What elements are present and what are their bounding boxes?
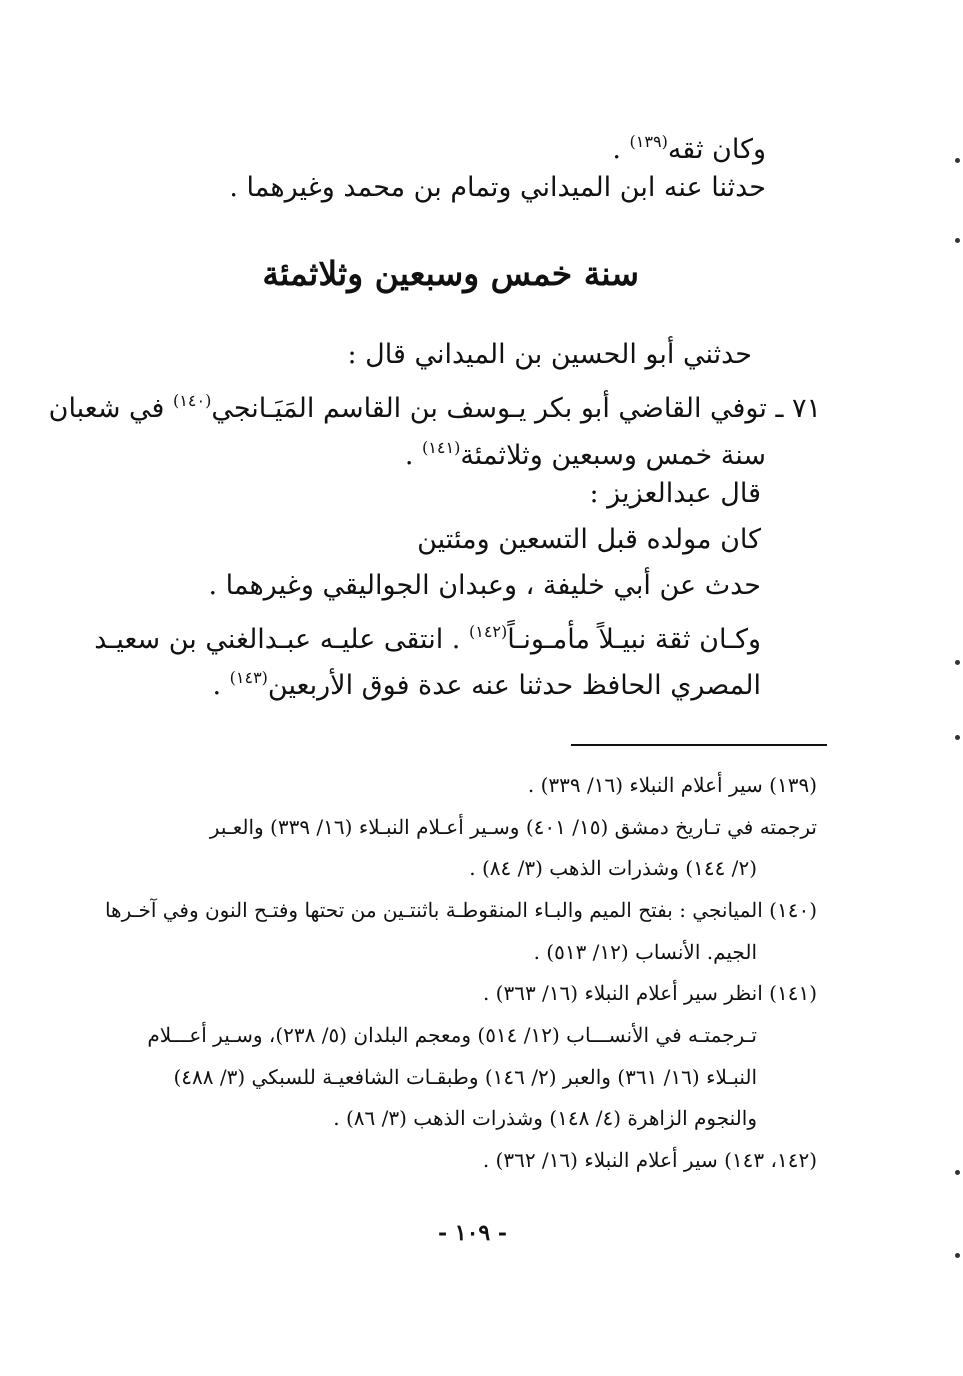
body-text-run: في شعبان <box>48 393 174 424</box>
body-line <box>589 476 761 512</box>
footnote-line: (٢/ ١٤٤) وشذرات الذهب (٣/ ٨٤) . <box>469 856 757 880</box>
body-line <box>49 383 821 427</box>
footnote-line: والنجوم الزاهرة (٤/ ١٤٨) وشذرات الذهب (٣/ ٨٦) . <box>333 1106 757 1130</box>
body-text-run: . انتقى عليـه عبـدالغني بن سعيـد <box>94 624 469 655</box>
scan-mark <box>955 735 960 740</box>
footnote-line: النبـلاء (١٦/ ٣٦١) والعبر (٢/ ١٤٦) وطبقـات الشافعيـة للسبكي (٣/ ٤٨٨) <box>173 1065 757 1089</box>
body-text-run: ٧١ ـ توفي القاضي أبو بكر يـوسف بن القاسم المَيَـانجي <box>211 393 821 424</box>
scan-mark <box>955 1253 960 1258</box>
body-text-run: حدثنا عنه ابن الميداني وتمام بن محمد وغيرهما . <box>229 172 766 203</box>
footnote-line: تـرجمتـه في الأنســـاب (١٢/ ٥١٤) ومعجم البلدان (٥/ ٢٣٨)، وسـير أعـــلام <box>147 1023 757 1047</box>
page-number: - ١٠٩ - <box>437 1220 507 1246</box>
body-line <box>208 568 761 604</box>
body-line <box>405 430 766 474</box>
footnote-line: ترجمته في تـاريخ دمشق (١٥/ ٤٠١) وسـير أعـلام النبـلاء (١٦/ ٣٣٩) والعـبر <box>209 815 817 839</box>
scan-mark <box>955 158 960 163</box>
scan-mark <box>955 1170 960 1175</box>
footnote-line: الجيم. الأنساب (١٢/ ٥١٣) . <box>533 940 757 964</box>
body-text-run: المصري الحافظ حدثنا عنه عدة فوق الأربعين <box>267 670 761 701</box>
footnote-separator <box>571 744 827 746</box>
body-line <box>212 660 761 704</box>
body-line <box>347 337 752 373</box>
body-line <box>94 614 761 658</box>
body-text-run: حدثني أبو الحسين بن الميداني قال : <box>347 339 752 370</box>
scan-mark <box>955 238 960 243</box>
footnote-line: (١٤١) انظر سير أعلام النبلاء (١٦/ ٣٦٣) . <box>482 981 817 1005</box>
body-line <box>417 522 761 558</box>
body-text-run: قال عبدالعزيز : <box>589 478 761 509</box>
section-heading: سنة خمس وسبعين وثلاثمئة <box>262 254 639 293</box>
body-text-run: . <box>212 670 230 701</box>
body-text-run: وكـان ثقة نبيـلاً مأمـونـاً <box>507 624 761 655</box>
body-text-run: وكان ثقه <box>667 134 766 165</box>
body-text-run: . <box>612 134 630 165</box>
body-text-run: . <box>404 440 423 471</box>
footnote-ref: (١٤٠) <box>173 391 212 410</box>
footnote-ref: (١٤٣) <box>229 668 268 687</box>
footnote-line: (١٤٢، ١٤٣) سير أعلام النبلاء (١٦/ ٣٦٢) . <box>482 1148 817 1172</box>
footnote-line: (١٤٠) الميانجي : بفتح الميم والبـاء المنقوطـة باثنتـين من تحتها وفتـح النون وفي آخـرها <box>104 898 817 922</box>
body-text-run: كان مولده قبل التسعين ومئتين <box>417 524 761 555</box>
body-line <box>612 124 766 168</box>
footnote-ref: (١٤١) <box>422 438 461 457</box>
body-text-run: سنة خمس وسبعين وثلاثمئة <box>460 440 766 471</box>
scan-mark <box>955 660 960 665</box>
body-line <box>229 170 766 206</box>
footnote-ref: (١٣٩) <box>629 132 668 151</box>
body-text-run: حدث عن أبي خليفة ، وعبدان الجواليقي وغيرهما . <box>208 570 761 601</box>
footnote-ref: (١٤٢) <box>468 622 508 641</box>
footnote-line: (١٣٩) سير أعلام النبلاء (١٦/ ٣٣٩) . <box>527 773 817 797</box>
